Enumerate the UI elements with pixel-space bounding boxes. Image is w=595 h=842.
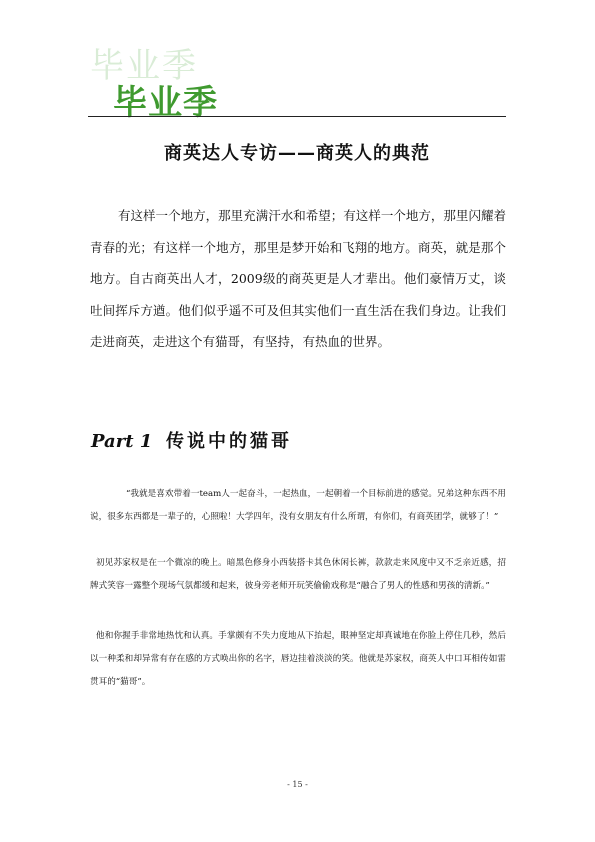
header-title: 毕业季 [113,83,218,123]
page-number: - 15 - [287,780,308,789]
header-ghost-title: 毕业季 [90,46,198,86]
section-label: Part 1 [91,431,153,452]
header-divider [88,116,506,117]
section-heading [91,427,292,453]
body-paragraph-2: 初见苏家权是在一个微凉的晚上。暗黑色修身小西装搭卡其色休闲长裤，款款走来风度中又不乏亲近感，招牌式笑容一露整个现场气氛都缓和起来，彼身旁老师开玩笑偷偷戏称是“融合了男人的性感和男孩的清新。” [90,558,506,591]
body-paragraph-3: 他和你握手非常地热忱和认真。手掌颇有不失力度地从下抬起，眼神坚定却真诚地在你脸上停住几秒，然后以一种柔和却异常有存在感的方式唤出你的名字，唇边挂着淡淡的笑。他就是苏家权，商英人中口耳相传如雷贯耳的“猫哥”。 [90,631,506,687]
intro-paragraph: 有这样一个地方，那里充满汗水和希望；有这样一个地方，那里闪耀着青春的光；有这样一个地方，那里是梦开始和飞翔的地方。商英，就是那个地方。自古商英出人才，2009级的商英更是人才辈出。他们豪情万丈，谈吐间挥斥方遒。他们似乎遥不可及但其实他们一直生活在我们身边。让我们走进商英，走进这个有猫哥，有坚持，有热血的世界。 [90,208,506,349]
body-paragraph-1: “我就是喜欢带着一team人一起奋斗，一起热血，一起朝着一个目标前进的感觉。兄弟这种东西不用说，很多东西都是一辈子的，心照啦！大学四年，没有女朋友有什么所谓，有你们，有商英团学，就够了！” [90,489,506,522]
section-title: 传说中的猫哥 [166,431,293,452]
article-title: 商英达人专访——商英人的典范 [164,143,430,164]
